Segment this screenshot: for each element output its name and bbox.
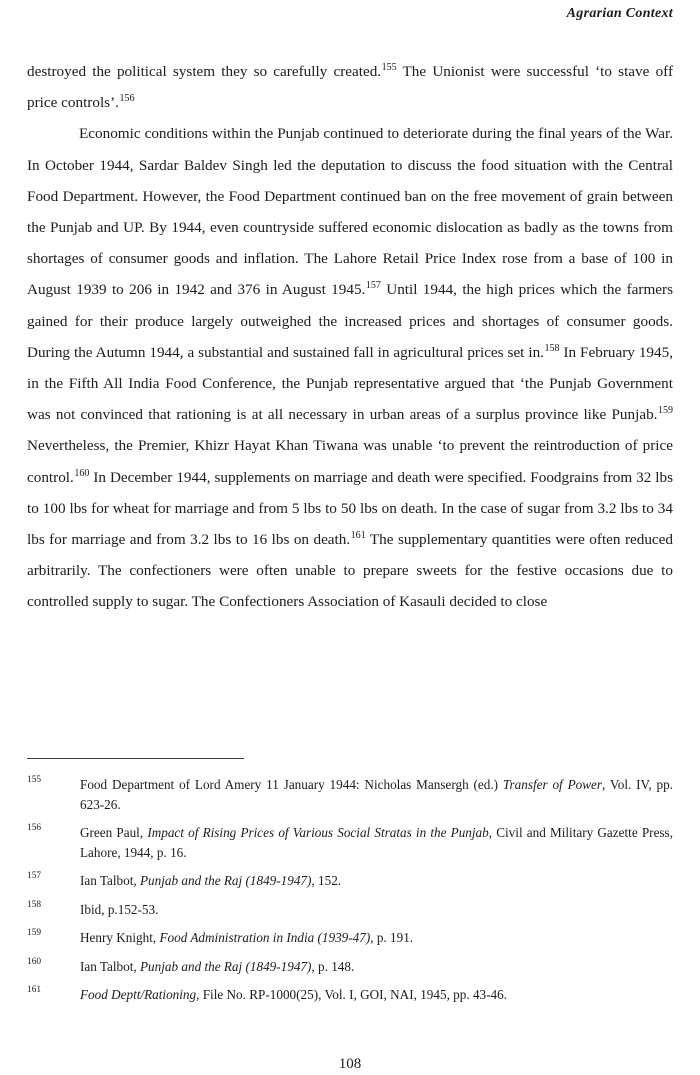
text-run: , p. 148. xyxy=(311,958,355,974)
italic-title: Transfer of Power xyxy=(502,777,603,792)
footnote-marker[interactable]: 159 xyxy=(657,405,673,417)
text-run: , File No. RP-1000(25), Vol. I, GOI, NAI, 1945, pp. 43-46. xyxy=(196,987,508,1002)
footnote-text xyxy=(80,957,673,977)
running-header: Agrarian Context xyxy=(566,6,673,21)
page-number: 108 xyxy=(338,1056,362,1072)
footnote-marker[interactable]: 156 xyxy=(119,93,135,105)
text-run: In December 1944, supplements on marriage and death were specified. Foodgrains from 32 lbs to 100 lbs for wheat for marriage and from 5 lbs to 50 lbs on death. In the case of sugar from 3.2 lbs to 34 lbs for marriage and from 3.2 lbs to 16 lbs on death. xyxy=(27,468,673,549)
footnote-text xyxy=(80,775,673,814)
italic-title: Punjab and the Raj (1849-1947) xyxy=(140,873,312,888)
body-text-column xyxy=(27,56,673,618)
text-run: Ian Talbot, xyxy=(80,958,140,974)
text-run: Ian Talbot, xyxy=(80,873,140,888)
italic-title: Food Administration in India (1939-47) xyxy=(159,930,371,945)
text-run: Green Paul, xyxy=(80,825,148,840)
footnote-marker[interactable]: 160 xyxy=(74,467,90,479)
footnote-text xyxy=(80,900,673,920)
footnote-marker[interactable]: 155 xyxy=(381,61,397,73)
footnote-number[interactable]: 161 xyxy=(27,985,42,995)
footnote-marker[interactable]: 161 xyxy=(350,529,366,541)
footnote-text xyxy=(80,928,673,948)
paragraph-list xyxy=(27,56,673,618)
text-run: , Vol. IV, pp. 623-26. xyxy=(80,777,674,812)
body-paragraph xyxy=(27,118,673,617)
footnote-number[interactable]: 155 xyxy=(27,775,42,785)
footnote-number[interactable]: 159 xyxy=(27,928,42,938)
text-run: , 152. xyxy=(311,873,342,888)
footnote-text xyxy=(80,871,673,891)
text-run: , Civil and Military Gazette Press, Lahore, 1944, p. 16. xyxy=(80,825,673,860)
footnote-number[interactable]: 157 xyxy=(27,871,42,881)
footnote-marker[interactable]: 157 xyxy=(365,280,381,292)
italic-title: Punjab and the Raj (1849-1947) xyxy=(140,958,312,974)
text-run: Henry Knight, xyxy=(80,930,160,945)
text-run: In February 1945, in the Fifth All India Food Conference, the Punjab representative argued that ‘the Punjab Government was not convinced that rationing is at all necessary in urban areas of a surplus province like Punjab. xyxy=(27,343,673,424)
text-run: Economic conditions within the Punjab continued to deteriorate during the final years of the War. In October 1944, Sardar Baldev Singh led the deputation to discuss the food situation with the Central Food Department. However, the Food Department continued ban on the free movement of grain between the Punjab and UP. By 1944, even countryside suffered economic dislocation as badly as the towns from shortages of consumer goods and inflation. The Lahore Retail Price Index rose from a base of 100 in August 1939 to 206 in 1942 and 376 in August 1945. xyxy=(27,125,673,299)
text-run: destroyed the political system they so carefully created. xyxy=(27,63,382,80)
footnote-item xyxy=(27,957,673,977)
footnote-item xyxy=(27,900,673,920)
footnote-number[interactable]: 158 xyxy=(27,899,42,910)
footnote-list xyxy=(27,775,673,1014)
footnote-marker[interactable]: 158 xyxy=(544,342,560,354)
italic-title: Impact of Rising Prices of Various Social Stratas in the Punjab xyxy=(147,825,489,840)
text-run: Until 1944, the high prices which the farmers gained for their produce largely outweighed the increased prices and shortages of consumer goods. During the Autumn 1944, a substantial and sustained fall in agricultural prices set in. xyxy=(27,281,673,361)
text-run: Food Department of Lord Amery 11 January 1944: Nicholas Mansergh (ed.) xyxy=(80,777,503,792)
text-run: The supplementary quantities were often reduced arbitrarily. The confectioners were often unable to prepare sweets for the festive occasions due to controlled supply to sugar. The Confectioners Association of Kasauli decided to close xyxy=(27,531,674,611)
text-run: Ibid, p.152-53. xyxy=(80,901,159,917)
text-run: The Unionist were successful ‘to stave off price controls’. xyxy=(27,63,673,112)
text-run: , p. 191. xyxy=(370,930,414,945)
footnote-separator-rule xyxy=(27,758,244,759)
footnote-item xyxy=(27,775,673,814)
footnote-item xyxy=(27,985,673,1005)
italic-title: Food Deptt/Rationing xyxy=(80,987,197,1002)
footnote-text xyxy=(80,823,673,862)
footnote-number[interactable]: 156 xyxy=(27,823,42,833)
footnote-text xyxy=(80,985,673,1005)
text-run: Nevertheless, the Premier, Khizr Hayat Khan Tiwana was unable ‘to prevent the reintroduction of price control. xyxy=(27,437,673,486)
footnote-item xyxy=(27,871,673,891)
footnote-number[interactable]: 160 xyxy=(27,956,42,967)
body-paragraph xyxy=(27,56,673,118)
footnote-item xyxy=(27,823,673,862)
footnote-item xyxy=(27,928,673,948)
